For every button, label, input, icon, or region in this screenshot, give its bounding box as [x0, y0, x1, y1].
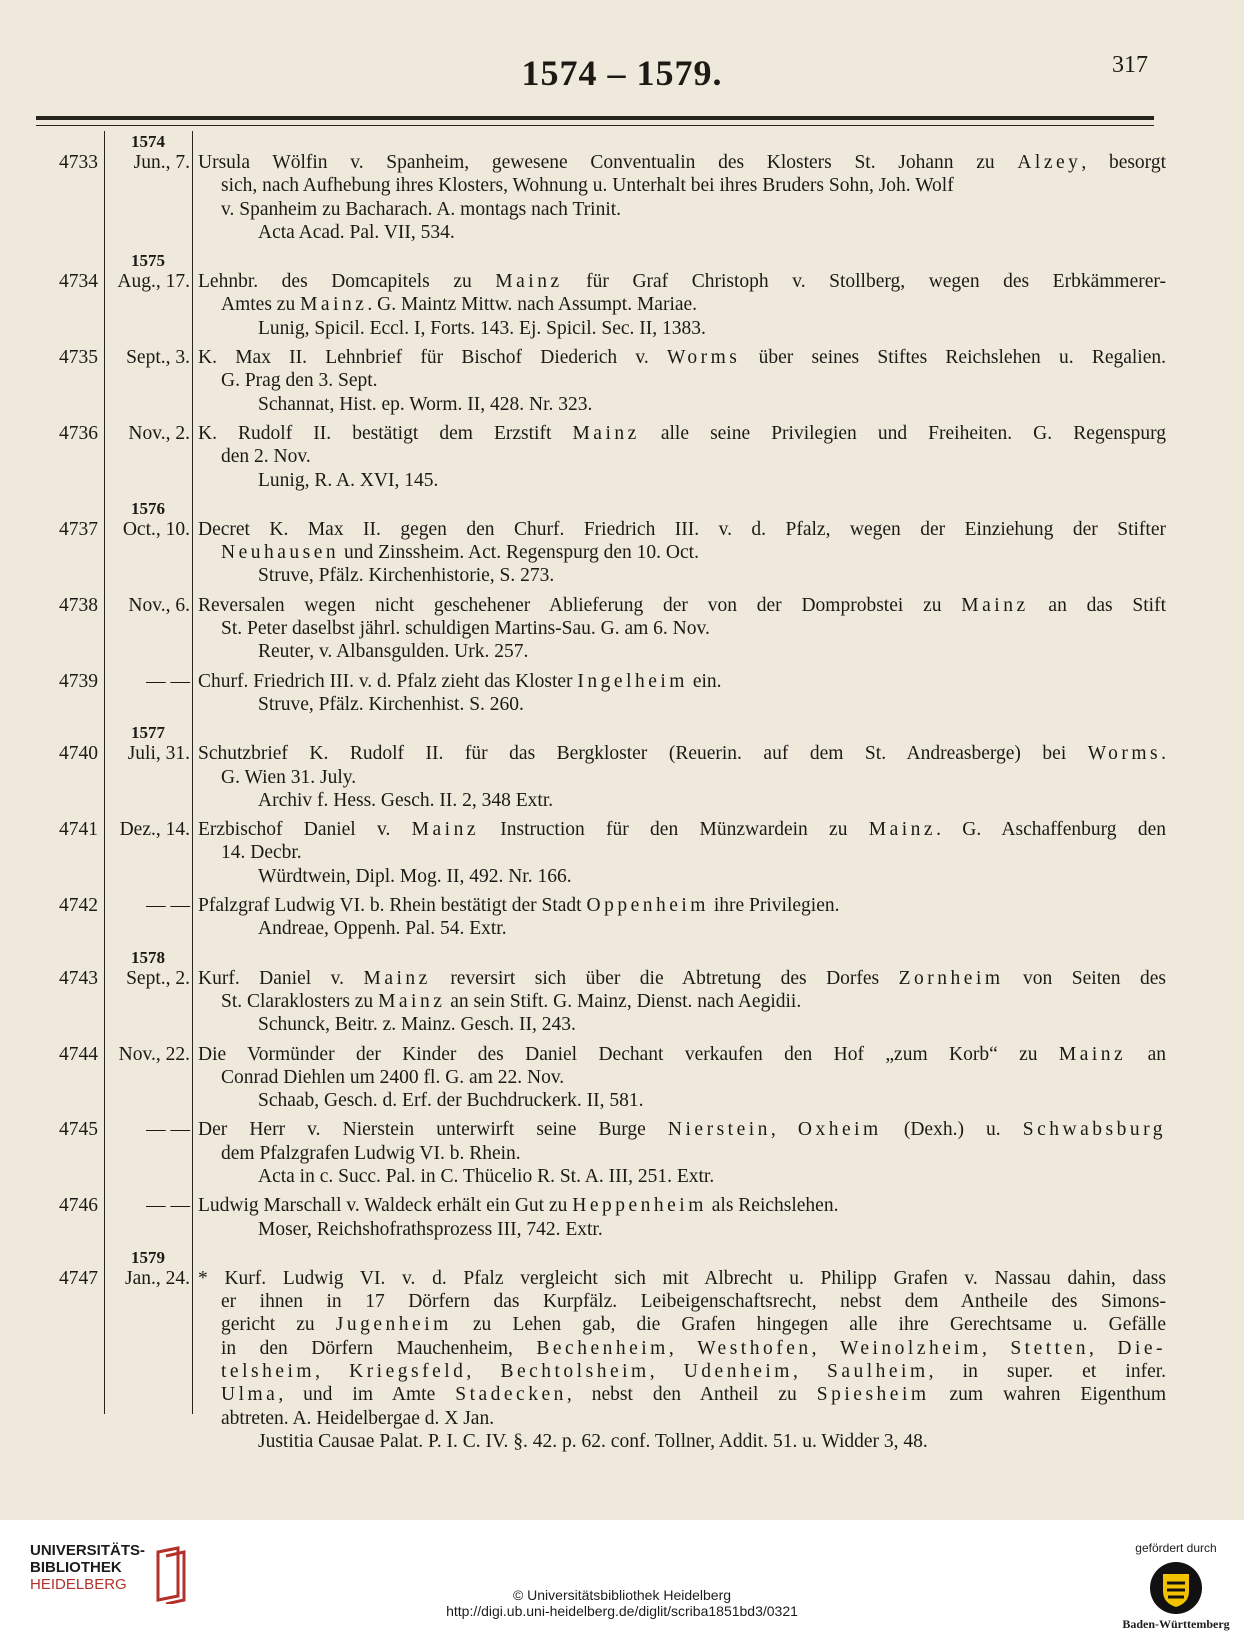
spaced-place-name: Nierstein: [667, 1119, 771, 1141]
year-heading: [0, 947, 1244, 967]
year-label: 1576: [131, 498, 165, 518]
text-run: als Reichslehen.: [706, 1195, 839, 1217]
text-run: Schannat, Hist. ep. Worm. II, 428. Nr. 323.: [258, 393, 593, 415]
entry-row: [0, 967, 1244, 1037]
text-run: Reuter, v. Albansgulden. Urk. 257.: [258, 641, 529, 663]
year-label: 1579: [131, 1247, 165, 1267]
regesta-list: [0, 131, 1244, 1459]
entry-date: Oct., 10.: [122, 518, 190, 540]
spaced-place-name: Westhofen: [697, 1337, 812, 1359]
entry-date: — —: [146, 1119, 190, 1141]
text-run: .: [1161, 743, 1166, 765]
entry-text-line: [198, 1290, 1166, 1313]
entry-number: 4740: [59, 743, 98, 765]
text-run: St. Peter daselbst jährl. schuldigen Martins-Sau. G. am 6. Nov.: [221, 618, 710, 640]
text-run: Instruction für den Münzwardein zu: [478, 819, 869, 841]
entry-text-line: [198, 518, 1166, 541]
entry-date: Aug., 17.: [117, 271, 190, 293]
spaced-place-name: Mainz: [495, 271, 563, 293]
entry-text: [198, 742, 1166, 812]
entry-text: [198, 818, 1166, 888]
year-heading: [0, 1247, 1244, 1267]
entry-text: [198, 151, 1166, 244]
text-run: von Seiten des: [1003, 967, 1166, 989]
entry-date: Jun., 7.: [133, 152, 190, 173]
year-label: 1575: [131, 251, 165, 271]
text-run: in den Dörfern Mauchenheim,: [221, 1337, 537, 1359]
library-name-line3: HEIDELBERG: [30, 1576, 127, 1593]
text-run: Amtes zu: [221, 294, 301, 316]
text-run: Decret K. Max II. gegen den Churf. Friedrich III. v. d. Pfalz, wegen der Einziehung der Stifter: [198, 518, 1166, 540]
text-run: dem Pfalzgrafen Ludwig VI. b. Rhein.: [221, 1142, 521, 1164]
entry-text-line: [198, 841, 1166, 864]
text-run: Pfalzgraf Ludwig VI. b. Rhein bestätigt der Stadt: [198, 895, 587, 917]
text-run: ein.: [687, 670, 722, 692]
entry-text: [198, 422, 1166, 492]
spaced-place-name: Jugenheim: [335, 1314, 452, 1336]
coat-of-arms-icon: [1149, 1561, 1203, 1615]
spaced-place-name: Mainz: [572, 422, 640, 444]
entry-source-line: [198, 393, 1166, 416]
text-run: an: [1126, 1043, 1167, 1065]
text-run: Die Vormünder der Kinder des Daniel Dechant verkaufen den Hof „zum Korb“ zu: [198, 1043, 1059, 1065]
page-title: 1574 – 1579.: [521, 53, 723, 93]
entry-number: 4738: [59, 594, 98, 616]
spaced-place-name: Mainz: [961, 594, 1029, 616]
text-run: ,: [792, 1361, 827, 1383]
entry-text-line: [198, 1337, 1166, 1360]
entry-row: [0, 346, 1244, 416]
text-run: G. Prag den 3. Sept.: [221, 370, 378, 392]
entry-date: Sept., 2.: [126, 967, 190, 989]
text-run: (Dexh.) u.: [881, 1119, 1023, 1141]
source-url-link[interactable]: http://digi.ub.uni-heidelberg.de/diglit/scriba1851bd3/0321: [446, 1603, 798, 1619]
text-run: Archiv f. Hess. Gesch. II. 2, 348 Extr.: [258, 789, 554, 811]
entry-text-line: [198, 670, 1166, 693]
entry-row: [0, 818, 1244, 888]
text-run: ,: [466, 1361, 501, 1383]
header-rule-thick: [36, 116, 1154, 120]
entry-source-line: [198, 317, 1166, 340]
text-run: alle seine Privilegien und Freiheiten. G. Regenspurg: [639, 422, 1166, 444]
entry-date: Juli, 31.: [127, 743, 190, 765]
spaced-place-name: Saulheim: [826, 1361, 929, 1383]
text-run: über seines Stiftes Reichslehen u. Regalien.: [740, 347, 1167, 369]
entry-date: Dez., 14.: [119, 819, 190, 841]
entry-text: [198, 1267, 1166, 1453]
text-run: Moser, Reichshofrathsprozess III, 742. Extr.: [258, 1218, 603, 1240]
page-number: 317: [1112, 52, 1148, 78]
year-heading: [0, 498, 1244, 518]
text-run: ihre Privilegien.: [708, 895, 840, 917]
text-run: St. Claraklosters zu: [221, 990, 379, 1012]
entry-date: Nov., 6.: [128, 594, 190, 616]
entry-row: [0, 422, 1244, 492]
entry-text-line: [198, 541, 1166, 564]
text-run: ,: [811, 1337, 840, 1359]
entry-row: [0, 151, 1244, 244]
text-run: zum wahren Eigenthum: [929, 1384, 1167, 1406]
entry-row: [0, 518, 1244, 588]
year-heading: [0, 131, 1244, 151]
text-run: sich, nach Aufhebung ihres Klosters, Wohnung u. Unterhalt bei ihres Bruders Sohn, Joh. Wolf: [221, 175, 954, 197]
entry-number: 4734: [59, 271, 98, 293]
entry-row: [0, 742, 1244, 812]
text-run: K. Max II. Lehnbrief für Bischof Diederich v.: [198, 347, 667, 369]
entry-number: 4741: [59, 819, 98, 841]
spaced-place-name: Stetten: [1010, 1337, 1089, 1359]
spaced-place-name: Oxheim: [797, 1119, 882, 1141]
spaced-place-name: Kriegsfeld: [349, 1361, 467, 1383]
entry-text: [198, 1043, 1166, 1113]
text-run: , nebst den Antheil zu: [566, 1384, 817, 1406]
text-run: er ihnen in 17 Dörfern das Kurpfälz. Leibeigenschaftsrecht, nebst dem Antheile des Simons-: [221, 1291, 1166, 1313]
entry-number: 4743: [59, 967, 98, 989]
entry-text-line: [198, 1142, 1166, 1165]
text-run: , in super. et infer.: [928, 1361, 1167, 1383]
entry-text-line: [198, 894, 1166, 917]
entry-text: [198, 1118, 1166, 1188]
year-label: 1574: [131, 132, 165, 151]
entry-text-line: [198, 990, 1166, 1013]
spaced-place-name: Udenheim: [683, 1361, 793, 1383]
text-run: Acta in c. Succ. Pal. in C. Thücelio R. St. A. III, 251. Extr.: [258, 1165, 715, 1187]
entry-number: 4747: [59, 1267, 98, 1289]
entry-number: 4736: [59, 422, 98, 444]
text-run: an das Stift: [1028, 594, 1166, 616]
entry-date: — —: [146, 670, 190, 692]
spaced-place-name: telsheim: [221, 1361, 316, 1383]
spaced-place-name: Worms: [666, 347, 741, 369]
entry-source-line: [198, 1013, 1166, 1036]
entry-number: 4742: [59, 895, 98, 917]
spaced-place-name: Mainz: [300, 294, 368, 316]
entry-text: [198, 1194, 1166, 1241]
entry-number: 4739: [59, 670, 98, 692]
spaced-place-name: Mainz: [378, 990, 446, 1012]
entry-number: 4745: [59, 1119, 98, 1141]
entry-row: [0, 270, 1244, 340]
entry-number: 4733: [59, 152, 98, 173]
text-run: Ursula Wölfin v. Spanheim, gewesene Conventualin des Klosters St. Johann zu: [198, 152, 1018, 173]
spaced-place-name: Mainz: [868, 819, 937, 841]
entry-text-line: [198, 270, 1166, 293]
entry-row: [0, 1267, 1244, 1453]
entry-text: [198, 594, 1166, 664]
text-run: Schutzbrief K. Rudolf II. für das Bergkloster (Reuerin. auf dem St. Andreasberge) bei: [198, 743, 1088, 765]
entry-text-line: [198, 1407, 1166, 1430]
text-run: ,: [981, 1337, 1011, 1359]
text-run: und Zinssheim. Act. Regenspurg den 10. Oct.: [339, 542, 699, 564]
funded-by-label: gefördert durch: [1135, 1541, 1217, 1555]
entry-text-line: [198, 1194, 1166, 1217]
entry-source-line: [198, 221, 1166, 244]
spaced-place-name: Mainz: [411, 819, 479, 841]
entry-date: Nov., 2.: [128, 422, 190, 444]
text-run: Struve, Pfälz. Kirchenhistorie, S. 273.: [258, 565, 555, 587]
text-run: Lunig, Spicil. Eccl. I, Forts. 143. Ej. Spicil. Sec. II, 1383.: [258, 317, 706, 339]
text-run: v. Spanheim zu Bacharach. A. montags nach Trinit.: [221, 198, 622, 220]
footer-credits: [0, 1587, 1244, 1619]
text-run: Lunig, R. A. XVI, 145.: [258, 469, 439, 491]
spaced-place-name: Die-: [1117, 1337, 1167, 1359]
text-run: K. Rudolf II. bestätigt dem Erzstift: [198, 422, 573, 444]
entry-text-line: [198, 742, 1166, 765]
entry-date: Jan., 24.: [125, 1267, 190, 1289]
entry-text-line: [198, 422, 1166, 445]
spaced-place-name: Ulma: [221, 1384, 279, 1406]
spaced-place-name: Bechtolsheim: [500, 1361, 650, 1383]
spaced-place-name: Heppenheim: [572, 1195, 707, 1217]
entry-source-line: [198, 917, 1166, 940]
text-run: . G. Maintz Mittw. nach Assumpt. Mariae.: [367, 294, 698, 316]
entry-source-line: [198, 564, 1166, 587]
entry-text-line: [198, 1043, 1166, 1066]
entry-date: — —: [146, 1195, 190, 1217]
funder-name: Baden-Württemberg: [1122, 1617, 1230, 1631]
entry-text-line: [198, 1360, 1166, 1383]
entry-source-line: [198, 1089, 1166, 1112]
text-run: Acta Acad. Pal. VII, 534.: [258, 221, 455, 243]
text-run: abtreten. A. Heidelbergae d. X Jan.: [221, 1407, 495, 1429]
entry-spacer: [0, 1453, 1244, 1459]
text-run: . G. Aschaffenburg den: [936, 819, 1166, 841]
text-run: Struve, Pfälz. Kirchenhist. S. 260.: [258, 693, 524, 715]
entry-source-line: [198, 1430, 1166, 1453]
entry-row: [0, 1194, 1244, 1241]
entry-date: Sept., 3.: [126, 347, 190, 369]
entry-number: 4735: [59, 347, 98, 369]
entry-text-line: [198, 1066, 1166, 1089]
text-run: ,: [770, 1119, 798, 1141]
spaced-place-name: Worms: [1087, 743, 1162, 765]
spaced-place-name: Weinolzheim: [839, 1337, 982, 1359]
entry-text: [198, 967, 1166, 1037]
text-run: ,: [1089, 1337, 1118, 1359]
entry-text-line: [198, 1118, 1166, 1141]
entry-row: [0, 894, 1244, 941]
entry-text-line: [198, 967, 1166, 990]
text-run: ,: [315, 1361, 350, 1383]
entry-number: 4746: [59, 1195, 98, 1217]
text-run: Der Herr v. Nierstein unterwirft seine Burge: [198, 1119, 668, 1141]
text-run: 14. Decbr.: [221, 842, 302, 864]
spaced-place-name: Spiesheim: [816, 1384, 930, 1406]
header-rule-thin: [36, 125, 1154, 126]
text-run: reversirt sich über die Abtretung des Dorfes: [430, 967, 899, 989]
text-run: G. Wien 31. July.: [221, 766, 357, 788]
entry-source-line: [198, 789, 1166, 812]
entry-text: [198, 670, 1166, 717]
entry-row: [0, 1043, 1244, 1113]
spaced-place-name: Stadecken: [455, 1384, 567, 1406]
entry-text-line: [198, 293, 1166, 316]
spaced-place-name: Neuhausen: [221, 542, 340, 564]
spaced-place-name: Bechenheim: [536, 1337, 669, 1359]
text-run: ,: [668, 1337, 698, 1359]
entry-text: [198, 894, 1166, 941]
entry-row: [0, 1118, 1244, 1188]
entry-text: [198, 518, 1166, 588]
spaced-place-name: Mainz: [363, 967, 431, 989]
entry-text-line: [198, 346, 1166, 369]
text-run: zu Lehen gab, die Grafen hingegen alle ihre Gerechtsame u. Gefälle: [451, 1314, 1166, 1336]
text-run: Erzbischof Daniel v.: [198, 819, 412, 841]
spaced-place-name: Alzey: [1017, 152, 1082, 173]
entry-text: [198, 270, 1166, 340]
entry-source-line: [198, 1165, 1166, 1188]
entry-text-line: [198, 198, 1166, 221]
entry-text-line: [198, 594, 1166, 617]
entry-row: [0, 670, 1244, 717]
text-run: Justitia Causae Palat. P. I. C. IV. §. 42. p. 62. conf. Tollner, Addit. 51. u. Widder 3, 48.: [258, 1430, 928, 1452]
entry-text-line: [198, 617, 1166, 640]
text-run: den 2. Nov.: [221, 446, 311, 468]
entry-text-line: [198, 174, 1166, 197]
spaced-place-name: Zornheim: [898, 967, 1004, 989]
library-name-line1: UNIVERSITÄTS-: [30, 1542, 146, 1559]
entry-text-line: [198, 818, 1166, 841]
text-run: Andreae, Oppenh. Pal. 54. Extr.: [258, 918, 507, 940]
entry-source-line: [198, 865, 1166, 888]
entry-date: — —: [146, 895, 190, 917]
entry-text-line: [198, 766, 1166, 789]
text-run: Ludwig Marschall v. Waldeck erhält ein Gut zu: [198, 1195, 573, 1217]
spaced-place-name: Mainz: [1058, 1043, 1127, 1065]
text-run: Reversalen wegen nicht geschehener Ablieferung der von der Domprobstei zu: [198, 594, 962, 616]
entry-text-line: [198, 151, 1166, 174]
text-run: für Graf Christoph v. Stollberg, wegen des Erbkämmerer-: [562, 271, 1166, 293]
spaced-place-name: Schwabsburg: [1022, 1119, 1167, 1141]
entry-source-line: [198, 640, 1166, 663]
library-name-line2: BIBLIOTHEK: [30, 1559, 122, 1576]
entry-number: 4744: [59, 1043, 98, 1065]
entry-source-line: [198, 693, 1166, 716]
text-run: Schunck, Beitr. z. Mainz. Gesch. II, 243.: [258, 1014, 576, 1036]
entry-source-line: [198, 1218, 1166, 1241]
text-run: Churf. Friedrich III. v. d. Pfalz zieht das Kloster: [198, 670, 578, 692]
entry-text-line: [198, 1383, 1166, 1406]
text-run: gericht zu: [221, 1314, 336, 1336]
entry-source-line: [198, 469, 1166, 492]
funder-block: [1120, 1541, 1232, 1632]
entry-number: 4737: [59, 518, 98, 540]
entry-text-line: [198, 1313, 1166, 1336]
entry-text-line: [198, 369, 1166, 392]
spaced-place-name: Ingelheim: [577, 670, 688, 692]
text-run: Conrad Diehlen um 2400 fl. G. am 22. Nov.: [221, 1066, 565, 1088]
year-label: 1578: [131, 947, 165, 967]
text-run: * Kurf. Ludwig VI. v. d. Pfalz vergleicht sich mit Albrecht u. Philipp Grafen v. Nassau dahin, dass: [198, 1267, 1166, 1289]
entry-row: [0, 594, 1244, 664]
text-run: Würdtwein, Dipl. Mog. II, 492. Nr. 166.: [258, 865, 572, 887]
year-label: 1577: [131, 723, 165, 743]
text-run: Lehnbr. des Domcapitels zu: [198, 271, 496, 293]
text-run: Kurf. Daniel v.: [198, 967, 364, 989]
text-run: ,: [649, 1361, 684, 1383]
spaced-place-name: Oppenheim: [586, 895, 709, 917]
entry-text: [198, 346, 1166, 416]
entry-date: Nov., 22.: [118, 1043, 190, 1065]
entry-text-line: [198, 445, 1166, 468]
text-run: Schaab, Gesch. d. Erf. der Buchdruckerk. II, 581.: [258, 1090, 644, 1112]
text-run: an sein Stift. G. Mainz, Dienst. nach Aegidii.: [445, 990, 802, 1012]
text-run: , besorgt: [1081, 152, 1166, 173]
text-run: , und im Amte: [278, 1384, 456, 1406]
copyright-text: © Universitätsbibliothek Heidelberg: [512, 1587, 732, 1603]
year-heading: [0, 250, 1244, 270]
year-heading: [0, 722, 1244, 742]
entry-text-line: [198, 1267, 1166, 1290]
